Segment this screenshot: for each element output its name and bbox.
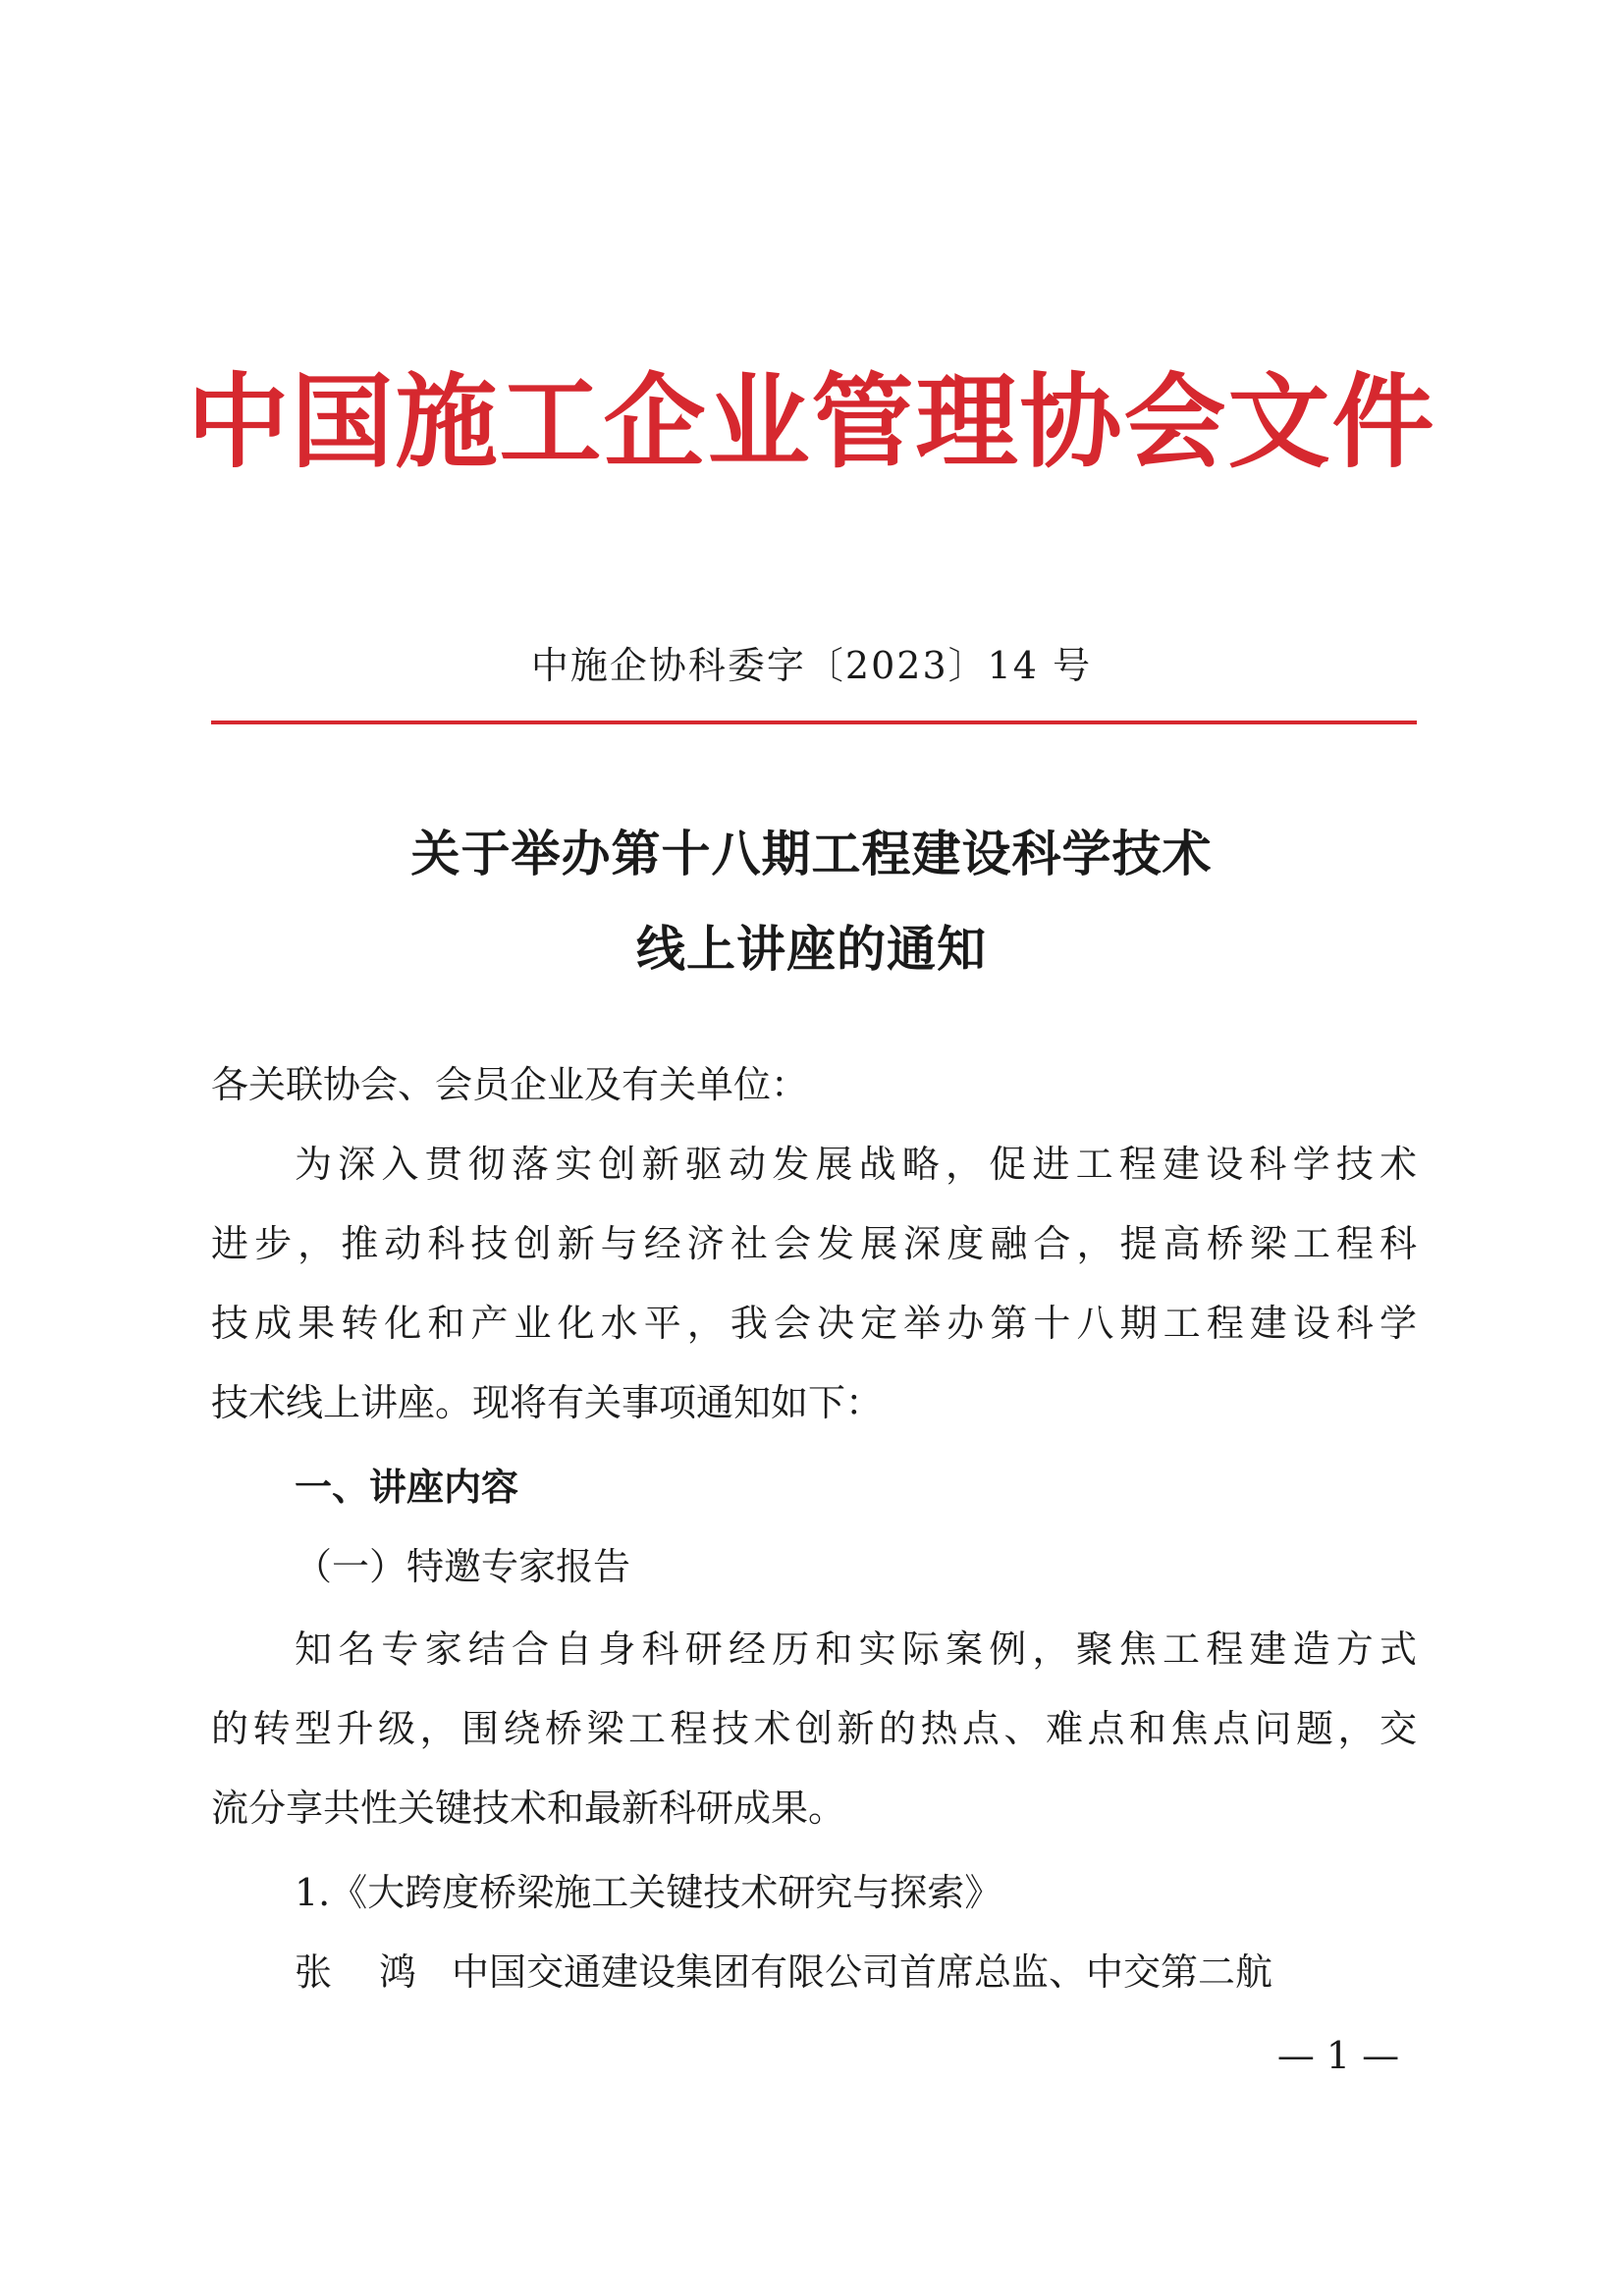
lecture-item-1-title: 1.《大跨度桥梁施工关键技术研究与探索》 — [295, 1871, 1002, 1914]
expert-report-line-2: 的转型升级，围绕桥梁工程技术创新的热点、难点和焦点问题，交 — [211, 1707, 1417, 1750]
document-number: 中施企协科委字〔2023〕14 号 — [530, 644, 1093, 687]
intro-line-1: 为深入贯彻落实创新驱动发展战略，促进工程建设科学技术 — [295, 1143, 1417, 1186]
speaker-1-line — [295, 1945, 1417, 2000]
expert-report-line-1: 知名专家结合自身科研经历和实际案例，聚焦工程建造方式 — [295, 1628, 1417, 1671]
org-header-title: 中国施工企业管理协会文件 — [187, 361, 1436, 482]
red-divider-rule — [211, 721, 1417, 724]
speaker-1-affiliation: 中国交通建设集团有限公司首席总监、中交第二航 — [452, 1950, 1273, 1994]
intro-line-4: 技术线上讲座。现将有关事项通知如下： — [211, 1381, 884, 1424]
intro-line-3: 技成果转化和产业化水平，我会决定举办第十八期工程建设科学 — [211, 1302, 1417, 1345]
notice-title-line-1: 关于举办第十八期工程建设科学技术 — [410, 825, 1213, 882]
intro-line-2: 进步，推动科技创新与经济社会发展深度融合，提高桥梁工程科 — [211, 1222, 1417, 1265]
notice-title-line-2: 线上讲座的通知 — [636, 920, 987, 978]
speaker-1-name: 张 鸿 — [295, 1950, 416, 1994]
expert-report-line-3: 流分享共性关键技术和最新科研成果。 — [211, 1787, 846, 1830]
section-heading-lecture-content: 一、讲座内容 — [295, 1465, 519, 1509]
salutation: 各关联协会、会员企业及有关单位： — [211, 1063, 809, 1106]
subsection-heading-expert-report: （一）特邀专家报告 — [295, 1545, 631, 1588]
page-number: — 1 — — [1276, 2034, 1400, 2077]
